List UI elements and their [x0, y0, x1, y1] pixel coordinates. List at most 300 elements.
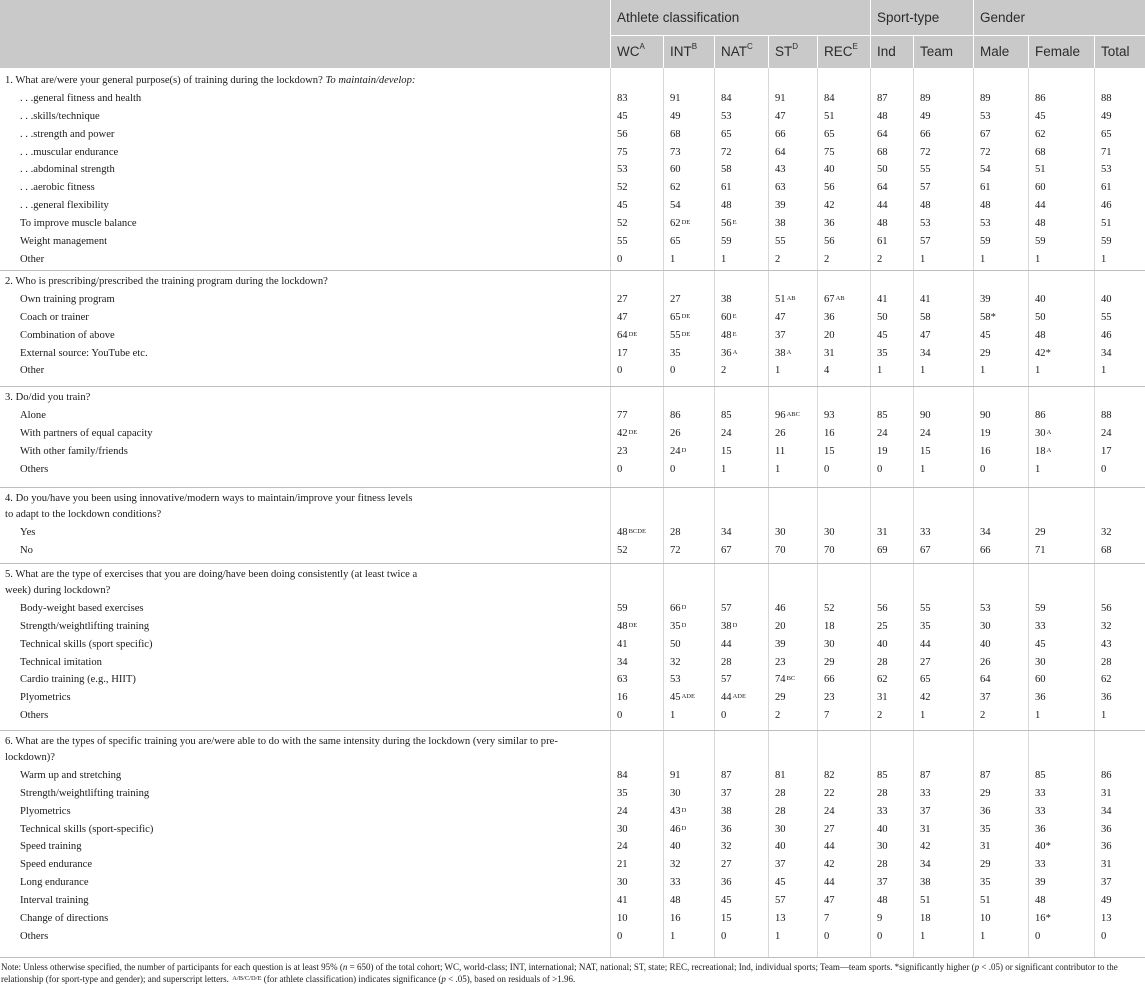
table-cell: [1101, 545, 1112, 557]
table-cell: [775, 428, 786, 440]
table-cell: [1035, 931, 1040, 943]
cell-value: 48: [670, 894, 681, 906]
cell-value: 63: [775, 182, 786, 194]
table-cell: [775, 129, 786, 141]
table-cell: [670, 806, 686, 818]
cell-value: 58: [920, 311, 931, 323]
row-label: Plyometrics: [20, 692, 71, 704]
table-cell: [824, 254, 829, 266]
cell-value: 31: [980, 841, 991, 853]
cell-value: 36: [721, 823, 732, 835]
table-cell: [721, 859, 732, 871]
table-cell: [877, 806, 888, 818]
table-cell: [721, 147, 732, 159]
cell-superscript: ABC: [786, 411, 800, 418]
table-cell: [877, 182, 888, 194]
question-line: to adapt to the lockdown conditions?: [5, 509, 162, 520]
table-cell: [877, 770, 888, 782]
cell-value: 59: [617, 603, 628, 614]
cell-value: 33: [1035, 620, 1046, 632]
table-cell: [980, 254, 985, 266]
cell-value: 66: [980, 544, 991, 556]
question-text: [5, 567, 417, 583]
cell-value: 48: [920, 200, 931, 212]
cell-value: 57: [920, 235, 931, 247]
cell-value: 47: [617, 311, 628, 323]
column-divider: [817, 36, 818, 68]
cell-value: 17: [1101, 445, 1112, 457]
table-cell: [980, 111, 991, 123]
table-cell: [775, 348, 791, 360]
row-label: To improve muscle balance: [20, 217, 137, 229]
table-cell: [721, 348, 737, 360]
table-cell: [1035, 348, 1051, 360]
row-label: Others: [20, 710, 49, 722]
cell-value: 1: [721, 253, 727, 265]
cell-value: 28: [1101, 656, 1112, 668]
group-underline: [870, 35, 973, 36]
table-cell: [980, 464, 985, 476]
table-cell: [1101, 93, 1112, 105]
cell-value: 9: [877, 912, 883, 924]
cell-superscript: D: [681, 621, 687, 629]
cell-value: 0: [670, 463, 676, 475]
table-bottom-rule: [0, 957, 1145, 958]
cell-value: 1: [1101, 710, 1107, 722]
column-gridline: [913, 68, 914, 957]
question-text: [5, 390, 90, 406]
column-gridline: [610, 68, 611, 957]
table-cell: [1035, 788, 1046, 800]
question-line: lockdown)?: [5, 752, 56, 763]
cell-value: 86: [1101, 770, 1112, 781]
table-cell: [1101, 464, 1106, 476]
cell-value: 0: [1035, 930, 1041, 942]
column-group-header: Gender: [980, 10, 1026, 25]
cell-value: 90: [920, 410, 931, 421]
cell-value: 42: [824, 200, 835, 212]
table-cell: [775, 841, 786, 853]
table-cell: [877, 841, 888, 853]
column-divider: [1094, 36, 1095, 68]
cell-value: 41: [617, 638, 628, 650]
table-cell: [1101, 312, 1112, 324]
cell-value: 1: [877, 365, 883, 377]
table-cell: [617, 147, 628, 159]
cell-value: 85: [877, 410, 888, 421]
cell-value: 29: [980, 859, 991, 871]
cell-value: 56: [1101, 603, 1112, 614]
column-gridline: [973, 68, 974, 957]
table-cell: [824, 806, 835, 818]
table-cell: [721, 218, 737, 230]
table-cell: [721, 294, 732, 306]
cell-value: 29: [1035, 527, 1046, 538]
table-cell: [1101, 111, 1112, 123]
question-line: week) during lockdown?: [5, 585, 111, 596]
table-cell: [980, 527, 991, 539]
table-cell: [1101, 254, 1106, 266]
cell-superscript: A: [1046, 428, 1052, 436]
table-cell: [824, 841, 835, 853]
row-label: Speed training: [20, 841, 82, 853]
cell-superscript: A: [786, 348, 792, 356]
table-cell: [1101, 446, 1112, 458]
cell-superscript: D: [732, 621, 738, 629]
table-cell: [1101, 841, 1112, 853]
row-label: . . .strength and power: [20, 128, 115, 140]
cell-value: 54: [980, 164, 991, 176]
table-cell: [1035, 182, 1046, 194]
table-cell: [877, 788, 888, 800]
table-cell: [775, 464, 780, 476]
cell-value: 45: [1035, 110, 1046, 122]
cell-value: 16: [824, 427, 835, 439]
cell-value: 21: [617, 859, 628, 871]
cell-value: 59: [980, 235, 991, 247]
cell-superscript: DE: [681, 312, 691, 320]
cell-value: 28: [775, 787, 786, 799]
table-cell: [877, 657, 888, 669]
table-cell: [980, 93, 991, 105]
table-cell: [920, 312, 931, 324]
table-cell: [980, 312, 996, 324]
table-cell: [877, 639, 888, 651]
table-cell: [920, 639, 931, 651]
table-cell: [877, 294, 888, 306]
cell-value: 0: [824, 930, 830, 942]
cell-value: 30: [824, 527, 835, 538]
column-header-female: [1035, 44, 1080, 59]
cell-value: 1: [670, 253, 676, 265]
table-cell: [617, 913, 628, 925]
cell-value: 73: [670, 146, 681, 158]
cell-value: 70: [775, 544, 786, 556]
column-header-superscript: C: [747, 42, 753, 51]
table-cell: [617, 674, 628, 686]
table-cell: [1101, 913, 1112, 925]
table-cell: [670, 236, 681, 248]
question-line: 2. Who is prescribing/prescribed the training program during the lockdown?: [5, 276, 328, 287]
cell-value: 67: [721, 544, 732, 556]
table-cell: [775, 877, 786, 889]
table-cell: [980, 692, 991, 704]
table-cell: [775, 824, 786, 836]
table-cell: [1035, 806, 1046, 818]
cell-value: 38: [721, 294, 732, 305]
cell-value: 40: [980, 638, 991, 650]
cell-value: 47: [775, 110, 786, 122]
table-cell: [1035, 330, 1046, 342]
table-cell: [670, 824, 686, 836]
cell-value: 1: [980, 253, 986, 265]
table-cell: [824, 236, 835, 248]
cell-value: 67: [980, 128, 991, 140]
table-cell: [1101, 236, 1112, 248]
cell-value: 1: [775, 930, 781, 942]
column-group-header: Athlete classification: [617, 10, 740, 25]
cell-value: 66: [775, 128, 786, 140]
table-cell: [980, 200, 991, 212]
question-line: 3. Do/did you train?: [5, 392, 91, 403]
table-cell: [1035, 312, 1046, 324]
column-header-label: NAT: [721, 44, 747, 59]
table-cell: [824, 603, 835, 615]
table-cell: [824, 147, 835, 159]
table-cell: [980, 428, 991, 440]
cell-value: 68: [1035, 146, 1046, 158]
cell-value: 35: [877, 347, 888, 359]
cell-value: 56: [617, 128, 628, 140]
table-cell: [721, 410, 732, 422]
table-cell: [824, 639, 835, 651]
table-cell: [617, 621, 637, 633]
cell-value: 26: [670, 427, 681, 439]
cell-value: 13: [775, 912, 786, 924]
cell-value: 24: [920, 427, 931, 439]
cell-value: 19: [877, 445, 888, 457]
table-cell: [721, 603, 732, 615]
question-line: 1. What are/were your general purpose(s) of training during the lockdown?: [5, 75, 326, 86]
cell-superscript: D: [681, 824, 687, 832]
cell-value: 1: [920, 365, 926, 377]
cell-value: 86: [1035, 410, 1046, 421]
cell-value: 1: [670, 710, 676, 722]
cell-value: 31: [1101, 859, 1112, 871]
table-cell: [877, 312, 888, 324]
table-cell: [877, 254, 882, 266]
cell-value: 55: [775, 235, 786, 247]
table-cell: [1035, 710, 1040, 722]
row-label: . . .aerobic fitness: [20, 182, 95, 194]
table-cell: [617, 639, 628, 651]
table-cell: [1101, 527, 1112, 539]
table-cell: [1101, 657, 1112, 669]
table-cell: [617, 218, 628, 230]
section-separator: [0, 270, 1145, 271]
cell-value: 20: [775, 620, 786, 632]
cell-value: 91: [670, 770, 681, 781]
column-header-superscript: E: [852, 42, 858, 51]
row-label: . . .skills/technique: [20, 110, 100, 122]
column-header-label: WC: [617, 44, 640, 59]
cell-value: 63: [617, 674, 628, 686]
cell-value: 64: [617, 329, 628, 341]
cell-value: 40: [877, 823, 888, 835]
cell-value: 0: [980, 463, 986, 475]
table-cell: [877, 236, 888, 248]
cell-value: 2: [721, 365, 727, 377]
table-cell: [877, 147, 888, 159]
cell-value: 44: [920, 638, 931, 650]
table-cell: [721, 164, 732, 176]
label-column-divider: [610, 0, 611, 68]
table-cell: [1101, 200, 1112, 212]
cell-value: 16: [980, 445, 991, 457]
group-underline: [973, 35, 1145, 36]
cell-value: 43: [1101, 638, 1112, 650]
cell-value: 1: [920, 710, 926, 722]
cell-value: 85: [877, 770, 888, 781]
table-cell: [670, 111, 681, 123]
cell-value: 58: [721, 164, 732, 176]
cell-value: 86: [1035, 93, 1046, 104]
cell-value: 66: [670, 603, 681, 614]
table-cell: [877, 545, 888, 557]
table-cell: [775, 770, 786, 782]
table-cell: [617, 895, 628, 907]
table-cell: [1035, 147, 1046, 159]
cell-value: 15: [824, 445, 835, 457]
table-cell: [617, 93, 628, 105]
table-cell: [920, 895, 931, 907]
cell-value: 27: [670, 294, 681, 305]
cell-value: 77: [617, 410, 628, 421]
table-cell: [670, 913, 681, 925]
cell-superscript: DE: [628, 621, 638, 629]
table-cell: [824, 464, 829, 476]
cell-value: 0: [824, 463, 830, 475]
row-label: Technical imitation: [20, 656, 102, 668]
row-label: Technical skills (sport specific): [20, 638, 153, 650]
cell-value: 53: [980, 110, 991, 122]
section-separator: [0, 386, 1145, 387]
table-cell: [617, 365, 622, 377]
table-cell: [1035, 93, 1046, 105]
table-cell: [1035, 859, 1046, 871]
cell-value: 62: [670, 217, 681, 229]
cell-value: 37: [877, 877, 888, 889]
table-cell: [721, 545, 732, 557]
cell-value: 18: [824, 620, 835, 632]
table-cell: [617, 446, 628, 458]
cell-value: 41: [920, 294, 931, 305]
table-cell: [617, 545, 628, 557]
cell-value: 56: [824, 235, 835, 247]
cell-value: 83: [617, 93, 628, 104]
table-cell: [877, 603, 888, 615]
cell-superscript: ADE: [681, 693, 695, 701]
cell-value: 0: [617, 253, 623, 265]
cell-value: 88: [1101, 410, 1112, 421]
row-label: Warm up and stretching: [20, 770, 122, 781]
table-cell: [877, 365, 882, 377]
row-label: Own training program: [20, 294, 115, 305]
table-cell: [920, 603, 931, 615]
table-cell: [877, 621, 888, 633]
table-cell: [1035, 674, 1046, 686]
cell-value: 36: [980, 805, 991, 817]
table-cell: [980, 824, 991, 836]
table-cell: [670, 621, 686, 633]
column-header-total: [1101, 44, 1130, 59]
cell-value: 39: [1035, 877, 1046, 889]
table-cell: [721, 841, 732, 853]
cell-value: 0: [877, 463, 883, 475]
table-cell: [1035, 200, 1046, 212]
table-cell: [670, 895, 681, 907]
table-cell: [670, 877, 681, 889]
cell-value: 44: [824, 841, 835, 853]
cell-value: 16*: [1035, 912, 1051, 924]
cell-value: 65: [670, 311, 681, 323]
table-cell: [670, 464, 675, 476]
table-cell: [980, 236, 991, 248]
cell-value: 39: [775, 638, 786, 650]
cell-value: 1: [1035, 710, 1041, 722]
table-cell: [1101, 147, 1112, 159]
table-cell: [824, 428, 835, 440]
question-text: [5, 274, 328, 290]
cell-superscript: AB: [786, 295, 796, 302]
table-cell: [775, 410, 800, 422]
cell-value: 2: [980, 710, 986, 722]
table-cell: [670, 674, 681, 686]
cell-value: 34: [920, 859, 931, 871]
column-header-superscript: A: [639, 42, 645, 51]
cell-value: 18: [920, 912, 931, 924]
cell-superscript: A: [732, 348, 738, 356]
cell-value: 84: [824, 93, 835, 104]
table-cell: [775, 330, 786, 342]
table-cell: [1101, 330, 1112, 342]
table-cell: [1035, 545, 1046, 557]
cell-value: 56: [824, 182, 835, 194]
table-cell: [721, 639, 732, 651]
cell-value: 0: [877, 930, 883, 942]
table-cell: [721, 692, 746, 704]
table-cell: [775, 692, 786, 704]
cell-value: 48: [617, 527, 628, 538]
table-cell: [670, 639, 681, 651]
cell-value: 72: [721, 146, 732, 158]
table-cell: [775, 657, 786, 669]
table-cell: [617, 527, 646, 539]
table-cell: [824, 545, 835, 557]
cell-value: 44: [721, 638, 732, 650]
cell-value: 1: [1101, 365, 1107, 377]
cell-value: 45: [775, 877, 786, 889]
cell-superscript: BC: [786, 675, 796, 683]
table-cell: [721, 365, 726, 377]
cell-value: 56: [877, 603, 888, 614]
table-cell: [877, 410, 888, 422]
table-cell: [920, 218, 931, 230]
table-cell: [721, 312, 737, 324]
cell-value: 68: [1101, 544, 1112, 556]
row-label: Strength/weightlifting training: [20, 620, 150, 632]
cell-value: 41: [877, 294, 888, 305]
cell-value: 69: [877, 544, 888, 556]
table-cell: [670, 603, 686, 615]
table-cell: [877, 446, 888, 458]
cell-value: 28: [877, 859, 888, 871]
table-cell: [670, 841, 681, 853]
table-cell: [824, 312, 835, 324]
column-gridline: [870, 68, 871, 957]
table-cell: [617, 770, 628, 782]
cell-value: 88: [1101, 93, 1112, 104]
table-cell: [824, 527, 835, 539]
table-cell: [980, 639, 991, 651]
cell-value: 24: [721, 427, 732, 439]
cell-value: 34: [617, 656, 628, 668]
cell-value: 37: [920, 805, 931, 817]
cell-value: 56: [721, 217, 732, 229]
table-cell: [1035, 236, 1046, 248]
table-cell: [1101, 824, 1112, 836]
cell-value: 64: [877, 182, 888, 194]
